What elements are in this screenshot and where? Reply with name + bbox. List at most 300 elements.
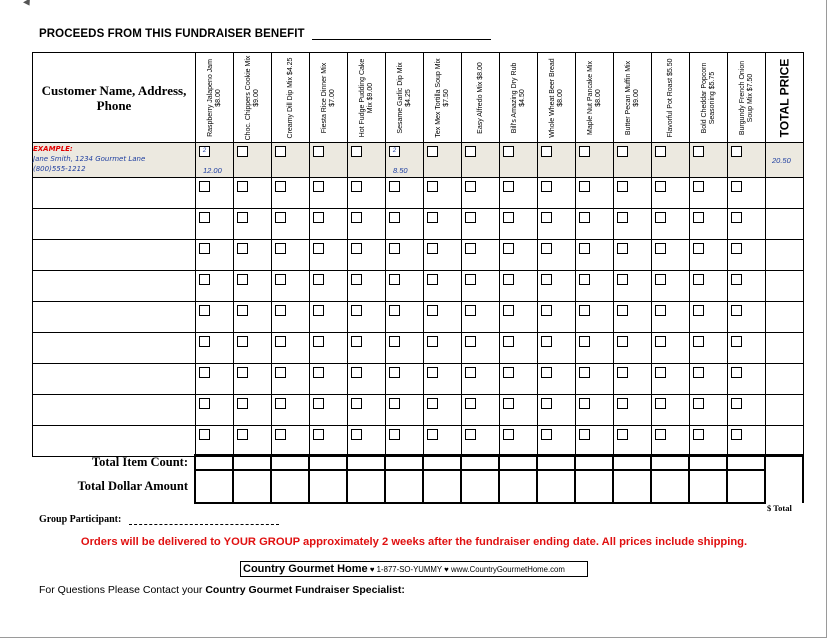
quantity-cell[interactable] <box>424 395 462 426</box>
quantity-checkbox[interactable] <box>199 212 210 223</box>
proceeds-beneficiary-field[interactable] <box>312 39 491 40</box>
quantity-checkbox[interactable] <box>351 181 362 192</box>
quantity-checkbox[interactable] <box>199 398 210 409</box>
quantity-checkbox[interactable] <box>465 274 476 285</box>
quantity-checkbox[interactable] <box>465 243 476 254</box>
quantity-checkbox[interactable] <box>655 274 666 285</box>
quantity-cell[interactable] <box>614 271 652 302</box>
quantity-cell[interactable] <box>728 426 766 457</box>
quantity-cell[interactable] <box>310 426 348 457</box>
quantity-checkbox[interactable] <box>313 146 324 157</box>
quantity-cell[interactable] <box>272 240 310 271</box>
dollar-amount-cell[interactable] <box>423 470 461 503</box>
quantity-cell[interactable] <box>614 178 652 209</box>
quantity-cell[interactable] <box>310 364 348 395</box>
quantity-cell[interactable] <box>348 426 386 457</box>
quantity-cell[interactable] <box>272 333 310 364</box>
quantity-cell[interactable] <box>386 240 424 271</box>
quantity-checkbox[interactable] <box>503 146 514 157</box>
quantity-checkbox[interactable] <box>313 367 324 378</box>
quantity-checkbox[interactable] <box>237 243 248 254</box>
quantity-checkbox[interactable] <box>427 212 438 223</box>
quantity-checkbox[interactable] <box>389 274 400 285</box>
quantity-checkbox[interactable] <box>693 367 704 378</box>
quantity-checkbox[interactable] <box>199 181 210 192</box>
quantity-checkbox[interactable] <box>579 336 590 347</box>
quantity-cell[interactable] <box>500 395 538 426</box>
quantity-cell[interactable] <box>234 302 272 333</box>
quantity-cell[interactable] <box>652 240 690 271</box>
quantity-cell[interactable] <box>234 209 272 240</box>
quantity-cell[interactable] <box>462 240 500 271</box>
quantity-checkbox[interactable] <box>655 146 666 157</box>
quantity-cell[interactable] <box>234 333 272 364</box>
quantity-checkbox[interactable] <box>275 243 286 254</box>
quantity-cell[interactable] <box>386 178 424 209</box>
quantity-checkbox[interactable] <box>541 398 552 409</box>
quantity-checkbox[interactable] <box>503 429 514 440</box>
quantity-checkbox[interactable] <box>389 336 400 347</box>
quantity-checkbox[interactable] <box>313 305 324 316</box>
quantity-checkbox[interactable] <box>503 305 514 316</box>
quantity-checkbox[interactable] <box>237 398 248 409</box>
quantity-cell[interactable] <box>728 333 766 364</box>
quantity-cell[interactable] <box>690 395 728 426</box>
quantity-cell[interactable] <box>348 395 386 426</box>
quantity-cell[interactable] <box>728 395 766 426</box>
quantity-checkbox[interactable] <box>617 146 628 157</box>
total-price-cell[interactable] <box>766 271 804 302</box>
quantity-checkbox[interactable]: 2 <box>389 146 400 157</box>
dollar-amount-cell[interactable] <box>575 470 613 503</box>
quantity-checkbox[interactable] <box>731 367 742 378</box>
total-price-cell[interactable] <box>766 302 804 333</box>
quantity-checkbox[interactable] <box>427 181 438 192</box>
quantity-checkbox[interactable] <box>275 336 286 347</box>
quantity-cell[interactable] <box>690 209 728 240</box>
quantity-checkbox[interactable] <box>237 305 248 316</box>
quantity-cell[interactable] <box>538 333 576 364</box>
quantity-checkbox[interactable] <box>275 367 286 378</box>
quantity-checkbox[interactable] <box>427 429 438 440</box>
quantity-checkbox[interactable] <box>655 243 666 254</box>
customer-name-cell[interactable] <box>33 395 196 426</box>
quantity-checkbox[interactable] <box>693 274 704 285</box>
dollar-amount-cell[interactable] <box>271 470 309 503</box>
customer-name-cell[interactable] <box>33 364 196 395</box>
quantity-checkbox[interactable] <box>465 429 476 440</box>
quantity-cell[interactable] <box>196 395 234 426</box>
quantity-checkbox[interactable] <box>617 367 628 378</box>
quantity-checkbox[interactable] <box>579 398 590 409</box>
company-website[interactable]: www.CountryGourmetHome.com <box>450 565 565 574</box>
quantity-checkbox[interactable] <box>351 367 362 378</box>
quantity-checkbox[interactable] <box>693 398 704 409</box>
quantity-checkbox[interactable] <box>427 367 438 378</box>
quantity-checkbox[interactable] <box>237 181 248 192</box>
item-count-cell[interactable] <box>233 455 271 470</box>
quantity-checkbox[interactable] <box>541 429 552 440</box>
quantity-checkbox[interactable] <box>275 305 286 316</box>
quantity-checkbox[interactable] <box>199 429 210 440</box>
quantity-cell[interactable] <box>728 209 766 240</box>
item-count-cell[interactable] <box>461 455 499 470</box>
quantity-cell[interactable] <box>614 302 652 333</box>
item-count-cell[interactable] <box>613 455 651 470</box>
quantity-checkbox[interactable] <box>427 146 438 157</box>
quantity-checkbox[interactable] <box>693 336 704 347</box>
quantity-checkbox[interactable] <box>275 398 286 409</box>
quantity-checkbox[interactable] <box>199 243 210 254</box>
quantity-cell[interactable] <box>462 426 500 457</box>
quantity-checkbox[interactable] <box>237 274 248 285</box>
quantity-cell[interactable] <box>272 364 310 395</box>
quantity-cell[interactable] <box>652 395 690 426</box>
quantity-cell[interactable] <box>538 240 576 271</box>
quantity-checkbox[interactable] <box>541 146 552 157</box>
item-count-cell[interactable] <box>651 455 689 470</box>
quantity-cell[interactable] <box>386 302 424 333</box>
quantity-checkbox[interactable] <box>427 305 438 316</box>
quantity-cell[interactable] <box>500 426 538 457</box>
quantity-cell[interactable] <box>462 178 500 209</box>
dollar-amount-cell[interactable] <box>499 470 537 503</box>
quantity-cell[interactable] <box>348 271 386 302</box>
quantity-cell[interactable] <box>728 271 766 302</box>
quantity-cell[interactable] <box>272 271 310 302</box>
quantity-checkbox[interactable] <box>655 429 666 440</box>
quantity-checkbox[interactable] <box>693 305 704 316</box>
quantity-checkbox[interactable] <box>465 305 476 316</box>
quantity-cell[interactable] <box>576 426 614 457</box>
quantity-checkbox[interactable] <box>579 181 590 192</box>
quantity-checkbox[interactable] <box>579 212 590 223</box>
quantity-checkbox[interactable] <box>351 429 362 440</box>
quantity-checkbox[interactable] <box>199 336 210 347</box>
item-count-cell[interactable] <box>385 455 423 470</box>
quantity-checkbox[interactable] <box>617 274 628 285</box>
quantity-checkbox[interactable] <box>693 146 704 157</box>
quantity-checkbox[interactable] <box>313 398 324 409</box>
quantity-cell[interactable] <box>348 333 386 364</box>
quantity-checkbox[interactable] <box>503 212 514 223</box>
quantity-cell[interactable] <box>538 395 576 426</box>
dollar-amount-cell[interactable] <box>727 470 765 503</box>
quantity-checkbox[interactable] <box>465 367 476 378</box>
quantity-checkbox[interactable] <box>541 305 552 316</box>
quantity-cell[interactable] <box>196 302 234 333</box>
quantity-cell[interactable] <box>576 395 614 426</box>
quantity-checkbox[interactable] <box>237 146 248 157</box>
quantity-checkbox[interactable] <box>351 243 362 254</box>
quantity-checkbox[interactable] <box>503 336 514 347</box>
quantity-checkbox[interactable] <box>275 212 286 223</box>
item-count-cell[interactable] <box>271 455 309 470</box>
dollar-amount-cell[interactable] <box>689 470 727 503</box>
quantity-cell[interactable] <box>234 395 272 426</box>
quantity-checkbox[interactable] <box>731 429 742 440</box>
quantity-checkbox[interactable] <box>389 181 400 192</box>
quantity-checkbox[interactable] <box>427 243 438 254</box>
quantity-checkbox[interactable] <box>351 398 362 409</box>
dollar-amount-cell[interactable] <box>613 470 651 503</box>
quantity-checkbox[interactable] <box>237 429 248 440</box>
quantity-cell[interactable] <box>272 395 310 426</box>
item-count-cell[interactable] <box>309 455 347 470</box>
quantity-cell[interactable] <box>310 395 348 426</box>
quantity-checkbox[interactable] <box>617 336 628 347</box>
quantity-cell[interactable] <box>614 395 652 426</box>
quantity-checkbox[interactable] <box>389 212 400 223</box>
quantity-checkbox[interactable] <box>503 274 514 285</box>
customer-name-cell[interactable] <box>33 209 196 240</box>
quantity-checkbox[interactable] <box>199 274 210 285</box>
quantity-cell[interactable] <box>690 240 728 271</box>
quantity-cell[interactable] <box>614 364 652 395</box>
quantity-checkbox[interactable] <box>655 181 666 192</box>
quantity-checkbox[interactable] <box>617 212 628 223</box>
quantity-cell[interactable] <box>614 240 652 271</box>
dollar-amount-cell[interactable] <box>651 470 689 503</box>
total-price-cell[interactable] <box>766 364 804 395</box>
quantity-cell[interactable] <box>196 240 234 271</box>
quantity-cell[interactable] <box>234 364 272 395</box>
grand-total-cell[interactable] <box>765 455 803 503</box>
quantity-cell[interactable] <box>310 209 348 240</box>
quantity-cell[interactable] <box>234 426 272 457</box>
total-price-cell[interactable] <box>766 333 804 364</box>
quantity-cell[interactable] <box>462 209 500 240</box>
quantity-checkbox[interactable] <box>617 181 628 192</box>
quantity-checkbox[interactable] <box>731 398 742 409</box>
quantity-checkbox[interactable] <box>313 274 324 285</box>
quantity-checkbox[interactable] <box>731 212 742 223</box>
quantity-cell[interactable] <box>386 426 424 457</box>
item-count-cell[interactable] <box>689 455 727 470</box>
dollar-amount-cell[interactable] <box>385 470 423 503</box>
quantity-cell[interactable] <box>538 209 576 240</box>
quantity-checkbox[interactable] <box>655 212 666 223</box>
quantity-cell[interactable] <box>576 178 614 209</box>
quantity-cell[interactable] <box>500 209 538 240</box>
quantity-checkbox[interactable] <box>427 274 438 285</box>
total-price-cell[interactable] <box>766 395 804 426</box>
quantity-cell[interactable] <box>652 178 690 209</box>
quantity-checkbox[interactable] <box>199 305 210 316</box>
quantity-checkbox[interactable] <box>465 398 476 409</box>
quantity-cell[interactable] <box>500 333 538 364</box>
quantity-cell[interactable] <box>690 426 728 457</box>
quantity-cell[interactable] <box>690 178 728 209</box>
quantity-cell[interactable] <box>424 178 462 209</box>
quantity-checkbox[interactable] <box>579 429 590 440</box>
quantity-checkbox[interactable] <box>351 336 362 347</box>
total-price-cell[interactable] <box>766 240 804 271</box>
quantity-cell[interactable] <box>576 302 614 333</box>
quantity-cell[interactable] <box>500 364 538 395</box>
total-price-cell[interactable] <box>766 426 804 457</box>
quantity-checkbox[interactable] <box>617 305 628 316</box>
dollar-amount-cell[interactable] <box>309 470 347 503</box>
quantity-cell[interactable] <box>500 240 538 271</box>
quantity-cell[interactable] <box>728 178 766 209</box>
quantity-checkbox[interactable] <box>503 181 514 192</box>
quantity-checkbox[interactable] <box>693 429 704 440</box>
quantity-cell[interactable] <box>348 364 386 395</box>
quantity-cell[interactable] <box>348 178 386 209</box>
quantity-cell[interactable] <box>310 333 348 364</box>
quantity-cell[interactable] <box>728 302 766 333</box>
quantity-cell[interactable] <box>690 333 728 364</box>
quantity-checkbox[interactable] <box>731 336 742 347</box>
quantity-checkbox[interactable] <box>237 367 248 378</box>
quantity-cell[interactable] <box>614 426 652 457</box>
quantity-checkbox[interactable] <box>237 212 248 223</box>
quantity-cell[interactable] <box>234 271 272 302</box>
quantity-cell[interactable] <box>424 271 462 302</box>
quantity-checkbox[interactable] <box>541 367 552 378</box>
quantity-checkbox[interactable] <box>503 398 514 409</box>
quantity-checkbox[interactable] <box>313 181 324 192</box>
quantity-cell[interactable] <box>196 271 234 302</box>
quantity-checkbox[interactable] <box>731 146 742 157</box>
quantity-checkbox[interactable] <box>579 305 590 316</box>
quantity-cell[interactable] <box>424 333 462 364</box>
total-price-cell[interactable] <box>766 209 804 240</box>
quantity-cell[interactable] <box>690 302 728 333</box>
quantity-cell[interactable] <box>272 302 310 333</box>
quantity-checkbox[interactable] <box>427 398 438 409</box>
quantity-cell[interactable] <box>538 302 576 333</box>
quantity-cell[interactable] <box>348 209 386 240</box>
quantity-checkbox[interactable] <box>275 429 286 440</box>
group-participant-field[interactable] <box>129 524 279 525</box>
quantity-checkbox[interactable] <box>389 243 400 254</box>
quantity-checkbox[interactable] <box>389 367 400 378</box>
customer-name-cell[interactable] <box>33 240 196 271</box>
quantity-checkbox[interactable]: 2 <box>199 146 210 157</box>
quantity-cell[interactable] <box>348 240 386 271</box>
quantity-cell[interactable] <box>196 333 234 364</box>
quantity-cell[interactable] <box>310 240 348 271</box>
quantity-cell[interactable] <box>614 209 652 240</box>
quantity-cell[interactable] <box>424 426 462 457</box>
quantity-checkbox[interactable] <box>465 181 476 192</box>
item-count-cell[interactable] <box>347 455 385 470</box>
quantity-checkbox[interactable] <box>541 181 552 192</box>
quantity-checkbox[interactable] <box>541 336 552 347</box>
quantity-cell[interactable] <box>386 209 424 240</box>
item-count-cell[interactable] <box>423 455 461 470</box>
quantity-cell[interactable] <box>310 271 348 302</box>
quantity-cell[interactable] <box>538 426 576 457</box>
quantity-checkbox[interactable] <box>579 274 590 285</box>
quantity-checkbox[interactable] <box>541 212 552 223</box>
quantity-checkbox[interactable] <box>731 305 742 316</box>
quantity-cell[interactable] <box>500 302 538 333</box>
quantity-cell[interactable] <box>576 240 614 271</box>
quantity-checkbox[interactable] <box>503 367 514 378</box>
customer-name-cell[interactable] <box>33 271 196 302</box>
quantity-cell[interactable] <box>462 364 500 395</box>
quantity-checkbox[interactable] <box>655 305 666 316</box>
quantity-cell[interactable] <box>576 271 614 302</box>
customer-name-cell[interactable] <box>33 302 196 333</box>
quantity-cell[interactable] <box>462 333 500 364</box>
quantity-cell[interactable] <box>348 302 386 333</box>
quantity-checkbox[interactable] <box>503 243 514 254</box>
quantity-checkbox[interactable] <box>465 212 476 223</box>
quantity-checkbox[interactable] <box>313 429 324 440</box>
quantity-cell[interactable] <box>196 209 234 240</box>
quantity-checkbox[interactable] <box>199 367 210 378</box>
item-count-cell[interactable] <box>499 455 537 470</box>
quantity-cell[interactable] <box>690 271 728 302</box>
quantity-checkbox[interactable] <box>389 305 400 316</box>
quantity-checkbox[interactable] <box>351 274 362 285</box>
quantity-cell[interactable] <box>462 302 500 333</box>
quantity-cell[interactable] <box>652 426 690 457</box>
quantity-cell[interactable] <box>462 271 500 302</box>
quantity-cell[interactable] <box>652 333 690 364</box>
quantity-cell[interactable] <box>234 178 272 209</box>
quantity-checkbox[interactable] <box>351 305 362 316</box>
dollar-amount-cell[interactable] <box>537 470 575 503</box>
quantity-cell[interactable] <box>614 333 652 364</box>
quantity-checkbox[interactable] <box>731 243 742 254</box>
dollar-amount-cell[interactable] <box>461 470 499 503</box>
quantity-cell[interactable] <box>652 302 690 333</box>
quantity-cell[interactable] <box>196 178 234 209</box>
customer-name-cell[interactable] <box>33 426 196 457</box>
quantity-cell[interactable] <box>538 364 576 395</box>
quantity-cell[interactable] <box>576 364 614 395</box>
quantity-cell[interactable] <box>576 333 614 364</box>
quantity-checkbox[interactable] <box>655 367 666 378</box>
quantity-cell[interactable] <box>386 271 424 302</box>
quantity-checkbox[interactable] <box>693 243 704 254</box>
customer-name-cell[interactable] <box>33 178 196 209</box>
quantity-checkbox[interactable] <box>313 243 324 254</box>
quantity-checkbox[interactable] <box>541 274 552 285</box>
quantity-checkbox[interactable] <box>465 146 476 157</box>
quantity-cell[interactable] <box>196 426 234 457</box>
item-count-cell[interactable] <box>195 455 233 470</box>
quantity-checkbox[interactable] <box>313 212 324 223</box>
quantity-cell[interactable] <box>728 364 766 395</box>
quantity-cell[interactable] <box>196 364 234 395</box>
quantity-checkbox[interactable] <box>579 243 590 254</box>
item-count-cell[interactable] <box>727 455 765 470</box>
quantity-cell[interactable] <box>652 364 690 395</box>
quantity-cell[interactable] <box>538 178 576 209</box>
quantity-checkbox[interactable] <box>617 398 628 409</box>
quantity-cell[interactable] <box>576 209 614 240</box>
quantity-checkbox[interactable] <box>579 146 590 157</box>
quantity-checkbox[interactable] <box>731 274 742 285</box>
quantity-checkbox[interactable] <box>237 336 248 347</box>
quantity-checkbox[interactable] <box>655 398 666 409</box>
quantity-cell[interactable] <box>728 240 766 271</box>
quantity-cell[interactable] <box>272 209 310 240</box>
quantity-checkbox[interactable] <box>465 336 476 347</box>
quantity-cell[interactable] <box>500 271 538 302</box>
quantity-cell[interactable] <box>690 364 728 395</box>
quantity-cell[interactable] <box>424 209 462 240</box>
quantity-checkbox[interactable] <box>655 336 666 347</box>
item-count-cell[interactable] <box>575 455 613 470</box>
quantity-checkbox[interactable] <box>617 243 628 254</box>
